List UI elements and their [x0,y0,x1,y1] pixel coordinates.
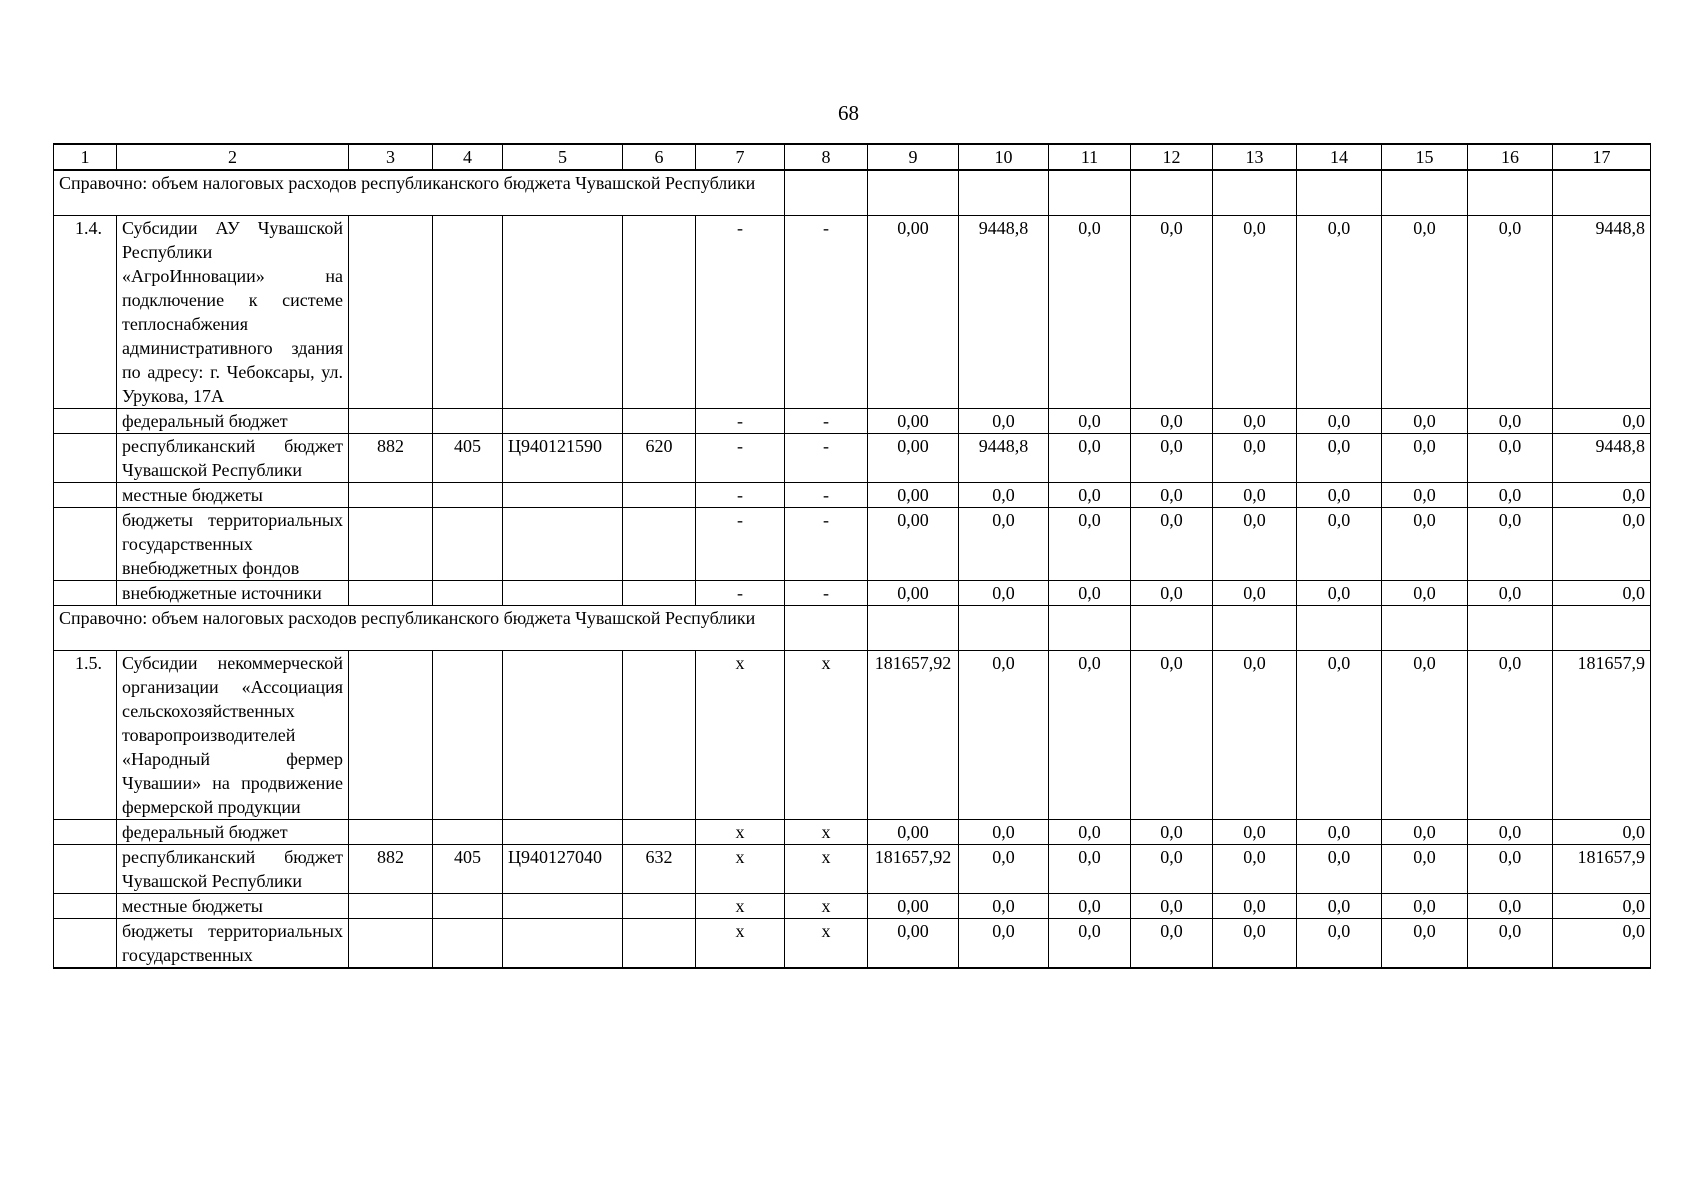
budget-source-row [54,893,1651,918]
column-number: 7 [696,144,785,170]
column-number: 2 [117,144,349,170]
empty-cell [623,215,696,408]
empty-cell [1049,605,1131,650]
column-7-value: - [696,507,785,580]
column-7-value: - [696,433,785,482]
amount-cell: 0,0 [1382,215,1468,408]
amount-cell: 0,00 [868,482,959,507]
amount-cell: 0,0 [1213,507,1297,580]
section-number: 1.5. [54,650,117,819]
budget-source-label: местные бюджеты [117,893,349,918]
section-code: 405 [433,844,503,893]
column-number: 4 [433,144,503,170]
amount-cell: 0,0 [1131,408,1213,433]
amount-cell: 9448,8 [959,215,1049,408]
amount-cell: 0,0 [1553,482,1651,507]
empty-cell [868,605,959,650]
column-7-value: x [696,650,785,819]
amount-cell: 0,0 [1553,893,1651,918]
target-article-code [503,408,623,433]
expense-type-code [623,893,696,918]
target-article-code [503,918,623,968]
amount-cell: 0,0 [1468,893,1553,918]
amount-cell: 0,0 [1213,918,1297,968]
column-number: 1 [54,144,117,170]
amount-cell: 0,0 [1049,507,1131,580]
amount-cell: 0,0 [959,893,1049,918]
amount-cell: 0,0 [959,918,1049,968]
empty-cell [54,433,117,482]
amount-cell: 0,0 [1131,918,1213,968]
amount-cell: 0,0 [1468,918,1553,968]
amount-cell: 0,0 [1553,408,1651,433]
empty-cell [1297,605,1382,650]
gr-code [349,482,433,507]
column-8-value: - [785,580,868,605]
expense-type-code [623,580,696,605]
section-row [54,650,1651,819]
column-8-value: - [785,482,868,507]
empty-cell [1131,170,1213,215]
gr-code [349,893,433,918]
reference-note: Справочно: объем налоговых расходов республиканского бюджета Чувашской Республики [54,605,785,650]
amount-cell: 0,0 [1382,844,1468,893]
target-article-code [503,893,623,918]
amount-cell: 0,0 [1382,918,1468,968]
amount-cell: 0,0 [1297,844,1382,893]
column-7-value: - [696,482,785,507]
amount-cell: 0,0 [1297,433,1382,482]
empty-cell [1382,170,1468,215]
column-number: 3 [349,144,433,170]
amount-cell: 0,0 [1131,482,1213,507]
column-number: 15 [1382,144,1468,170]
section-code [433,580,503,605]
budget-source-label: республиканский бюджет Чувашской Республики [117,433,349,482]
column-8-value: - [785,507,868,580]
budget-source-label: внебюджетные источники [117,580,349,605]
empty-cell [1468,170,1553,215]
empty-cell [959,170,1049,215]
amount-cell: 181657,9 [1553,650,1651,819]
column-8-value: x [785,819,868,844]
amount-cell: 0,00 [868,893,959,918]
amount-cell: 0,0 [1213,893,1297,918]
column-number: 9 [868,144,959,170]
gr-code [349,408,433,433]
amount-cell: 0,0 [959,580,1049,605]
empty-cell [785,170,868,215]
empty-cell [54,893,117,918]
empty-cell [1553,605,1651,650]
amount-cell: 0,0 [1213,215,1297,408]
column-number: 5 [503,144,623,170]
empty-cell [503,650,623,819]
empty-cell [785,605,868,650]
section-code [433,408,503,433]
empty-cell [1131,605,1213,650]
empty-cell [54,408,117,433]
empty-cell [349,215,433,408]
amount-cell: 0,0 [1213,580,1297,605]
column-8-value: x [785,918,868,968]
amount-cell: 0,0 [1297,650,1382,819]
amount-cell: 0,0 [1213,433,1297,482]
column-8-value: - [785,433,868,482]
amount-cell: 0,0 [1468,215,1553,408]
amount-cell: 0,0 [1131,507,1213,580]
column-number: 11 [1049,144,1131,170]
amount-cell: 0,0 [1382,893,1468,918]
gr-code [349,507,433,580]
empty-cell [1382,605,1468,650]
amount-cell: 0,0 [1382,650,1468,819]
amount-cell: 0,00 [868,433,959,482]
section-code [433,507,503,580]
section-title: Субсидии АУ Чувашской Республики «АгроИнновации» на подключение к системе теплоснабжения административного здания по адресу: г. Чебоксары, ул. Урукова, 17А [117,215,349,408]
amount-cell: 0,0 [959,819,1049,844]
empty-cell [1553,170,1651,215]
target-article-code: Ц940127040 [503,844,623,893]
expense-type-code [623,482,696,507]
amount-cell: 0,0 [959,408,1049,433]
amount-cell: 0,0 [1468,650,1553,819]
amount-cell: 9448,8 [1553,215,1651,408]
amount-cell: 0,0 [959,507,1049,580]
amount-cell: 0,0 [1131,650,1213,819]
empty-cell [623,650,696,819]
page-number: 68 [838,101,859,125]
amount-cell: 0,0 [1382,482,1468,507]
amount-cell: 0,0 [1297,918,1382,968]
target-article-code [503,482,623,507]
column-8-value: - [785,215,868,408]
column-7-value: x [696,819,785,844]
amount-cell: 0,0 [1049,215,1131,408]
budget-source-label: бюджеты территориальных государственных [117,918,349,968]
expense-type-code [623,507,696,580]
column-number: 13 [1213,144,1297,170]
empty-cell [1049,170,1131,215]
amount-cell: 0,0 [1468,844,1553,893]
section-code [433,482,503,507]
empty-cell [54,482,117,507]
column-7-value: x [696,918,785,968]
column-number: 14 [1297,144,1382,170]
empty-cell [503,215,623,408]
empty-cell [959,605,1049,650]
expense-type-code [623,918,696,968]
amount-cell: 0,0 [1297,215,1382,408]
gr-code [349,918,433,968]
column-8-value: x [785,844,868,893]
budget-source-row [54,819,1651,844]
budget-source-row [54,482,1651,507]
amount-cell: 0,00 [868,819,959,844]
column-8-value: - [785,408,868,433]
budget-table [53,143,1651,969]
empty-cell [1297,170,1382,215]
amount-cell: 0,0 [1213,819,1297,844]
column-number: 8 [785,144,868,170]
amount-cell: 0,0 [1468,507,1553,580]
budget-source-row [54,918,1651,968]
gr-code [349,819,433,844]
amount-cell: 0,0 [1553,507,1651,580]
amount-cell: 0,0 [1468,408,1553,433]
empty-cell [868,170,959,215]
amount-cell: 0,0 [959,650,1049,819]
amount-cell: 0,0 [1297,819,1382,844]
amount-cell: 0,0 [959,844,1049,893]
empty-cell [1468,605,1553,650]
amount-cell: 0,0 [1213,482,1297,507]
column-7-value: - [696,580,785,605]
budget-source-row [54,433,1651,482]
amount-cell: 0,00 [868,408,959,433]
amount-cell: 0,0 [1049,918,1131,968]
empty-cell [54,580,117,605]
column-number: 6 [623,144,696,170]
amount-cell: 0,0 [959,482,1049,507]
amount-cell: 0,0 [1131,844,1213,893]
amount-cell: 9448,8 [1553,433,1651,482]
amount-cell: 0,0 [1382,408,1468,433]
section-code [433,918,503,968]
empty-cell [54,507,117,580]
amount-cell: 0,0 [1049,893,1131,918]
amount-cell: 0,0 [1131,215,1213,408]
amount-cell: 0,0 [1468,433,1553,482]
amount-cell: 0,0 [1049,433,1131,482]
budget-source-row [54,844,1651,893]
target-article-code [503,580,623,605]
amount-cell: 0,0 [1297,580,1382,605]
budget-source-label: федеральный бюджет [117,408,349,433]
amount-cell: 0,0 [1382,507,1468,580]
amount-cell: 0,0 [1297,482,1382,507]
amount-cell: 0,0 [1297,408,1382,433]
empty-cell [54,844,117,893]
section-title: Субсидии некоммерческой организации «Ассоциация сельскохозяйственных товаропроизводителей «Народный фермер Чувашии» на продвижение фермерской продукции [117,650,349,819]
amount-cell: 0,0 [1553,819,1651,844]
amount-cell: 0,0 [1049,580,1131,605]
section-code: 405 [433,433,503,482]
column-8-value: x [785,893,868,918]
empty-cell [1213,605,1297,650]
amount-cell: 0,0 [1553,580,1651,605]
note-row [54,605,1651,650]
amount-cell: 181657,92 [868,650,959,819]
amount-cell: 0,0 [1049,408,1131,433]
amount-cell: 0,0 [1131,819,1213,844]
budget-source-label: бюджеты территориальных государственных внебюджетных фондов [117,507,349,580]
column-7-value: x [696,893,785,918]
amount-cell: 0,0 [1131,580,1213,605]
amount-cell: 0,0 [1049,650,1131,819]
section-row [54,215,1651,408]
empty-cell [54,819,117,844]
column-7-value: - [696,215,785,408]
expense-type-code [623,819,696,844]
expense-type-code: 620 [623,433,696,482]
amount-cell: 0,0 [1131,893,1213,918]
amount-cell: 0,0 [1213,408,1297,433]
target-article-code [503,507,623,580]
empty-cell [433,215,503,408]
column-7-value: x [696,844,785,893]
section-number: 1.4. [54,215,117,408]
amount-cell: 0,0 [1049,819,1131,844]
amount-cell: 0,0 [1382,433,1468,482]
amount-cell: 0,0 [1553,918,1651,968]
budget-source-row [54,408,1651,433]
section-code [433,819,503,844]
gr-code [349,580,433,605]
column-8-value: x [785,650,868,819]
column-7-value: - [696,408,785,433]
target-article-code: Ц940121590 [503,433,623,482]
amount-cell: 0,0 [1468,819,1553,844]
amount-cell: 0,00 [868,507,959,580]
budget-source-label: республиканский бюджет Чувашской Республики [117,844,349,893]
expense-type-code: 632 [623,844,696,893]
section-code [433,893,503,918]
budget-source-label: федеральный бюджет [117,819,349,844]
amount-cell: 181657,9 [1553,844,1651,893]
amount-cell: 0,0 [1297,507,1382,580]
gr-code: 882 [349,433,433,482]
amount-cell: 0,0 [1213,844,1297,893]
target-article-code [503,819,623,844]
amount-cell: 181657,92 [868,844,959,893]
note-row [54,170,1651,215]
reference-note: Справочно: объем налоговых расходов республиканского бюджета Чувашской Республики [54,170,785,215]
empty-cell [349,650,433,819]
amount-cell: 0,0 [1049,844,1131,893]
gr-code: 882 [349,844,433,893]
amount-cell: 0,00 [868,580,959,605]
amount-cell: 0,0 [1468,482,1553,507]
amount-cell: 0,0 [1213,650,1297,819]
amount-cell: 0,00 [868,918,959,968]
column-number: 10 [959,144,1049,170]
empty-cell [433,650,503,819]
amount-cell: 0,0 [1382,819,1468,844]
amount-cell: 0,0 [1049,482,1131,507]
column-number: 16 [1468,144,1553,170]
amount-cell: 0,0 [1468,580,1553,605]
empty-cell [1213,170,1297,215]
expense-type-code [623,408,696,433]
amount-cell: 0,0 [1297,893,1382,918]
budget-source-row [54,580,1651,605]
column-number-row [54,144,1651,170]
amount-cell: 0,0 [1131,433,1213,482]
budget-source-row [54,507,1651,580]
column-number: 17 [1553,144,1651,170]
budget-source-label: местные бюджеты [117,482,349,507]
column-number: 12 [1131,144,1213,170]
amount-cell: 0,0 [1382,580,1468,605]
amount-cell: 0,00 [868,215,959,408]
amount-cell: 9448,8 [959,433,1049,482]
empty-cell [54,918,117,968]
